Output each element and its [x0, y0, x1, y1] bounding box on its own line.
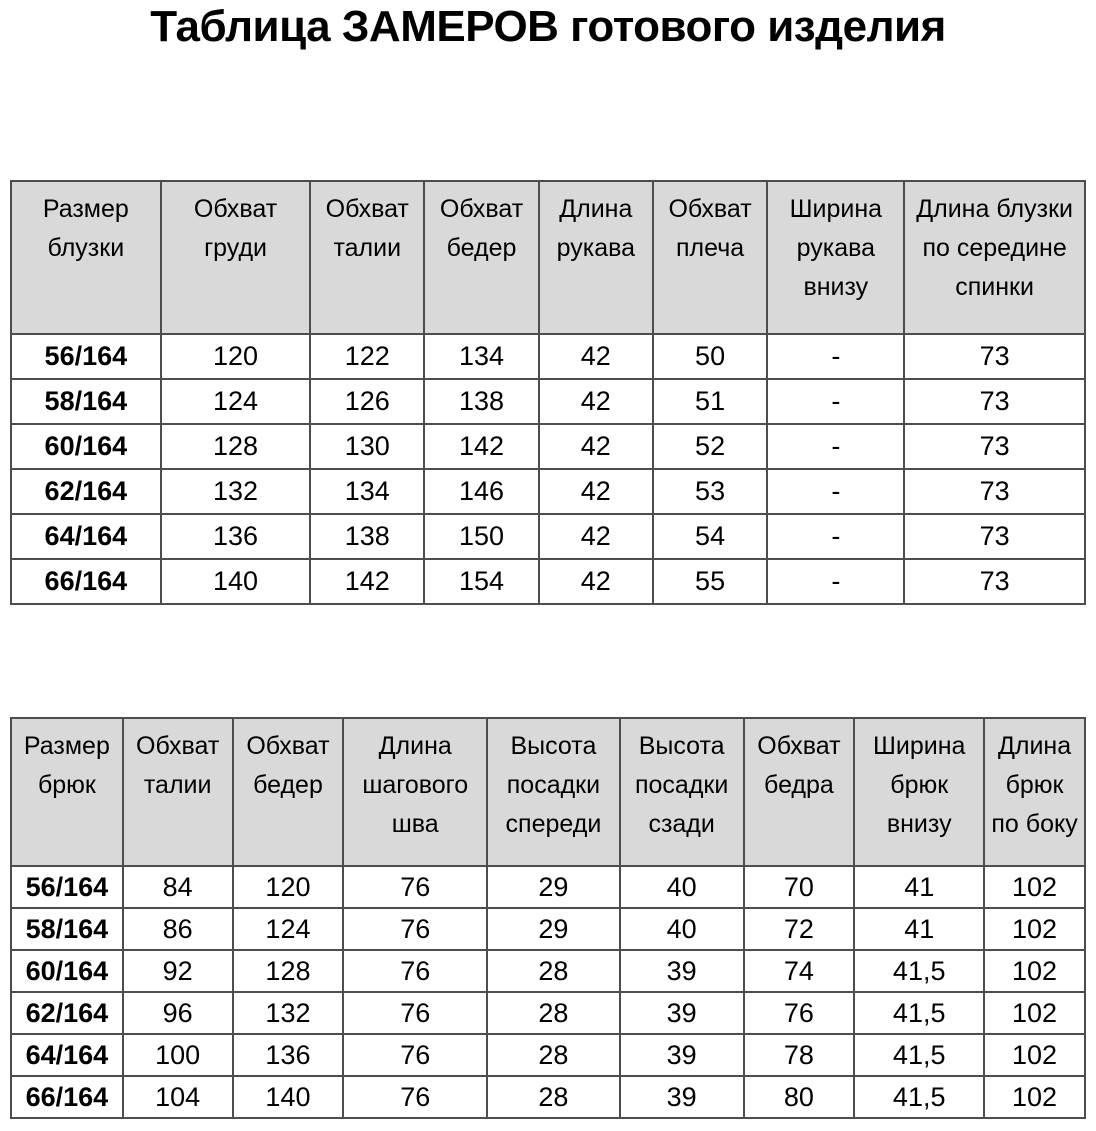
header-cell: Обхват плеча: [653, 181, 768, 334]
value-cell: 41,5: [854, 950, 984, 992]
value-cell: 54: [653, 514, 768, 559]
size-cell: 64/164: [11, 514, 161, 559]
value-cell: 138: [424, 379, 539, 424]
value-cell: 76: [343, 866, 487, 908]
size-cell: 64/164: [11, 1034, 123, 1076]
pants-table-body: [11, 866, 1085, 1118]
table-row: [11, 1034, 1085, 1076]
header-cell: Обхват бедра: [744, 718, 855, 866]
value-cell: 29: [487, 908, 620, 950]
value-cell: 72: [744, 908, 855, 950]
value-cell: 50: [653, 334, 768, 379]
size-cell: 56/164: [11, 866, 123, 908]
value-cell: 120: [233, 866, 344, 908]
value-cell: 42: [539, 424, 653, 469]
value-cell: 76: [343, 950, 487, 992]
value-cell: 100: [123, 1034, 233, 1076]
value-cell: 40: [620, 908, 744, 950]
value-cell: 140: [233, 1076, 344, 1118]
table-row: [11, 866, 1085, 908]
value-cell: -: [767, 424, 904, 469]
blouse-table-body: [11, 334, 1085, 604]
value-cell: 92: [123, 950, 233, 992]
value-cell: 73: [904, 424, 1085, 469]
pants-table-header: [11, 718, 1085, 866]
value-cell: 142: [310, 559, 424, 604]
value-cell: 51: [653, 379, 768, 424]
value-cell: 41,5: [854, 1034, 984, 1076]
size-cell: 56/164: [11, 334, 161, 379]
table-row: [11, 334, 1085, 379]
value-cell: 73: [904, 334, 1085, 379]
header-cell: Ширина брюк внизу: [854, 718, 984, 866]
value-cell: 142: [424, 424, 539, 469]
value-cell: 41: [854, 908, 984, 950]
value-cell: 86: [123, 908, 233, 950]
size-cell: 58/164: [11, 379, 161, 424]
value-cell: 76: [343, 1034, 487, 1076]
value-cell: 29: [487, 866, 620, 908]
page-title: Таблица ЗАМЕРОВ готового изделия: [150, 2, 946, 51]
value-cell: 132: [233, 992, 344, 1034]
table-row: [11, 424, 1085, 469]
value-cell: 124: [161, 379, 311, 424]
header-cell: Длина шагового шва: [343, 718, 487, 866]
value-cell: -: [767, 379, 904, 424]
value-cell: 96: [123, 992, 233, 1034]
value-cell: 73: [904, 514, 1085, 559]
value-cell: 28: [487, 950, 620, 992]
value-cell: 73: [904, 559, 1085, 604]
blouse-measurements-table: [10, 180, 1086, 605]
value-cell: 132: [161, 469, 311, 514]
value-cell: 126: [310, 379, 424, 424]
value-cell: 146: [424, 469, 539, 514]
value-cell: 104: [123, 1076, 233, 1118]
header-cell: Ширина рукава внизу: [767, 181, 904, 334]
blouse-table-header: [11, 181, 1085, 334]
value-cell: 124: [233, 908, 344, 950]
value-cell: 138: [310, 514, 424, 559]
table-row: [11, 908, 1085, 950]
value-cell: 102: [984, 866, 1085, 908]
table-row: [11, 950, 1085, 992]
value-cell: 42: [539, 334, 653, 379]
value-cell: 76: [744, 992, 855, 1034]
value-cell: 39: [620, 1076, 744, 1118]
size-cell: 60/164: [11, 424, 161, 469]
value-cell: 53: [653, 469, 768, 514]
table-row: [11, 559, 1085, 604]
value-cell: 39: [620, 1034, 744, 1076]
value-cell: 70: [744, 866, 855, 908]
pants-measurements-table: [10, 717, 1086, 1119]
value-cell: 76: [343, 992, 487, 1034]
value-cell: 42: [539, 514, 653, 559]
value-cell: 130: [310, 424, 424, 469]
value-cell: 39: [620, 992, 744, 1034]
value-cell: 28: [487, 1076, 620, 1118]
value-cell: 134: [310, 469, 424, 514]
size-cell: 66/164: [11, 559, 161, 604]
header-cell: Обхват талии: [123, 718, 233, 866]
value-cell: 41,5: [854, 992, 984, 1034]
header-row: [11, 181, 1085, 334]
table-row: [11, 1076, 1085, 1118]
value-cell: 41: [854, 866, 984, 908]
size-cell: 60/164: [11, 950, 123, 992]
value-cell: 42: [539, 469, 653, 514]
header-cell: Длина блузки по середине спинки: [904, 181, 1085, 334]
value-cell: 136: [233, 1034, 344, 1076]
table-row: [11, 992, 1085, 1034]
value-cell: -: [767, 514, 904, 559]
value-cell: 120: [161, 334, 311, 379]
value-cell: -: [767, 334, 904, 379]
size-cell: 62/164: [11, 992, 123, 1034]
header-cell: Размер брюк: [11, 718, 123, 866]
size-cell: 58/164: [11, 908, 123, 950]
header-cell: Обхват бедер: [424, 181, 539, 334]
value-cell: 76: [343, 908, 487, 950]
value-cell: 52: [653, 424, 768, 469]
value-cell: 154: [424, 559, 539, 604]
header-cell: Обхват груди: [161, 181, 311, 334]
header-cell: Высота посадки сзади: [620, 718, 744, 866]
value-cell: 42: [539, 379, 653, 424]
value-cell: 134: [424, 334, 539, 379]
value-cell: 42: [539, 559, 653, 604]
value-cell: 76: [343, 1076, 487, 1118]
header-cell: Длина брюк по боку: [984, 718, 1085, 866]
value-cell: 122: [310, 334, 424, 379]
header-row: [11, 718, 1085, 866]
value-cell: -: [767, 559, 904, 604]
value-cell: 102: [984, 992, 1085, 1034]
header-cell: Длина рукава: [539, 181, 653, 334]
value-cell: 74: [744, 950, 855, 992]
table-row: [11, 514, 1085, 559]
value-cell: 150: [424, 514, 539, 559]
value-cell: 28: [487, 992, 620, 1034]
value-cell: -: [767, 469, 904, 514]
table-row: [11, 379, 1085, 424]
value-cell: 102: [984, 1076, 1085, 1118]
value-cell: 78: [744, 1034, 855, 1076]
header-cell: Высота посадки спереди: [487, 718, 620, 866]
value-cell: 102: [984, 908, 1085, 950]
value-cell: 102: [984, 1034, 1085, 1076]
value-cell: 41,5: [854, 1076, 984, 1118]
table-row: [11, 469, 1085, 514]
value-cell: 102: [984, 950, 1085, 992]
value-cell: 84: [123, 866, 233, 908]
size-cell: 62/164: [11, 469, 161, 514]
value-cell: 40: [620, 866, 744, 908]
value-cell: 28: [487, 1034, 620, 1076]
value-cell: 73: [904, 469, 1085, 514]
size-cell: 66/164: [11, 1076, 123, 1118]
header-cell: Размер блузки: [11, 181, 161, 334]
value-cell: 128: [233, 950, 344, 992]
value-cell: 128: [161, 424, 311, 469]
value-cell: 73: [904, 379, 1085, 424]
value-cell: 39: [620, 950, 744, 992]
value-cell: 55: [653, 559, 768, 604]
header-cell: Обхват бедер: [233, 718, 344, 866]
value-cell: 140: [161, 559, 311, 604]
value-cell: 136: [161, 514, 311, 559]
header-cell: Обхват талии: [310, 181, 424, 334]
value-cell: 80: [744, 1076, 855, 1118]
